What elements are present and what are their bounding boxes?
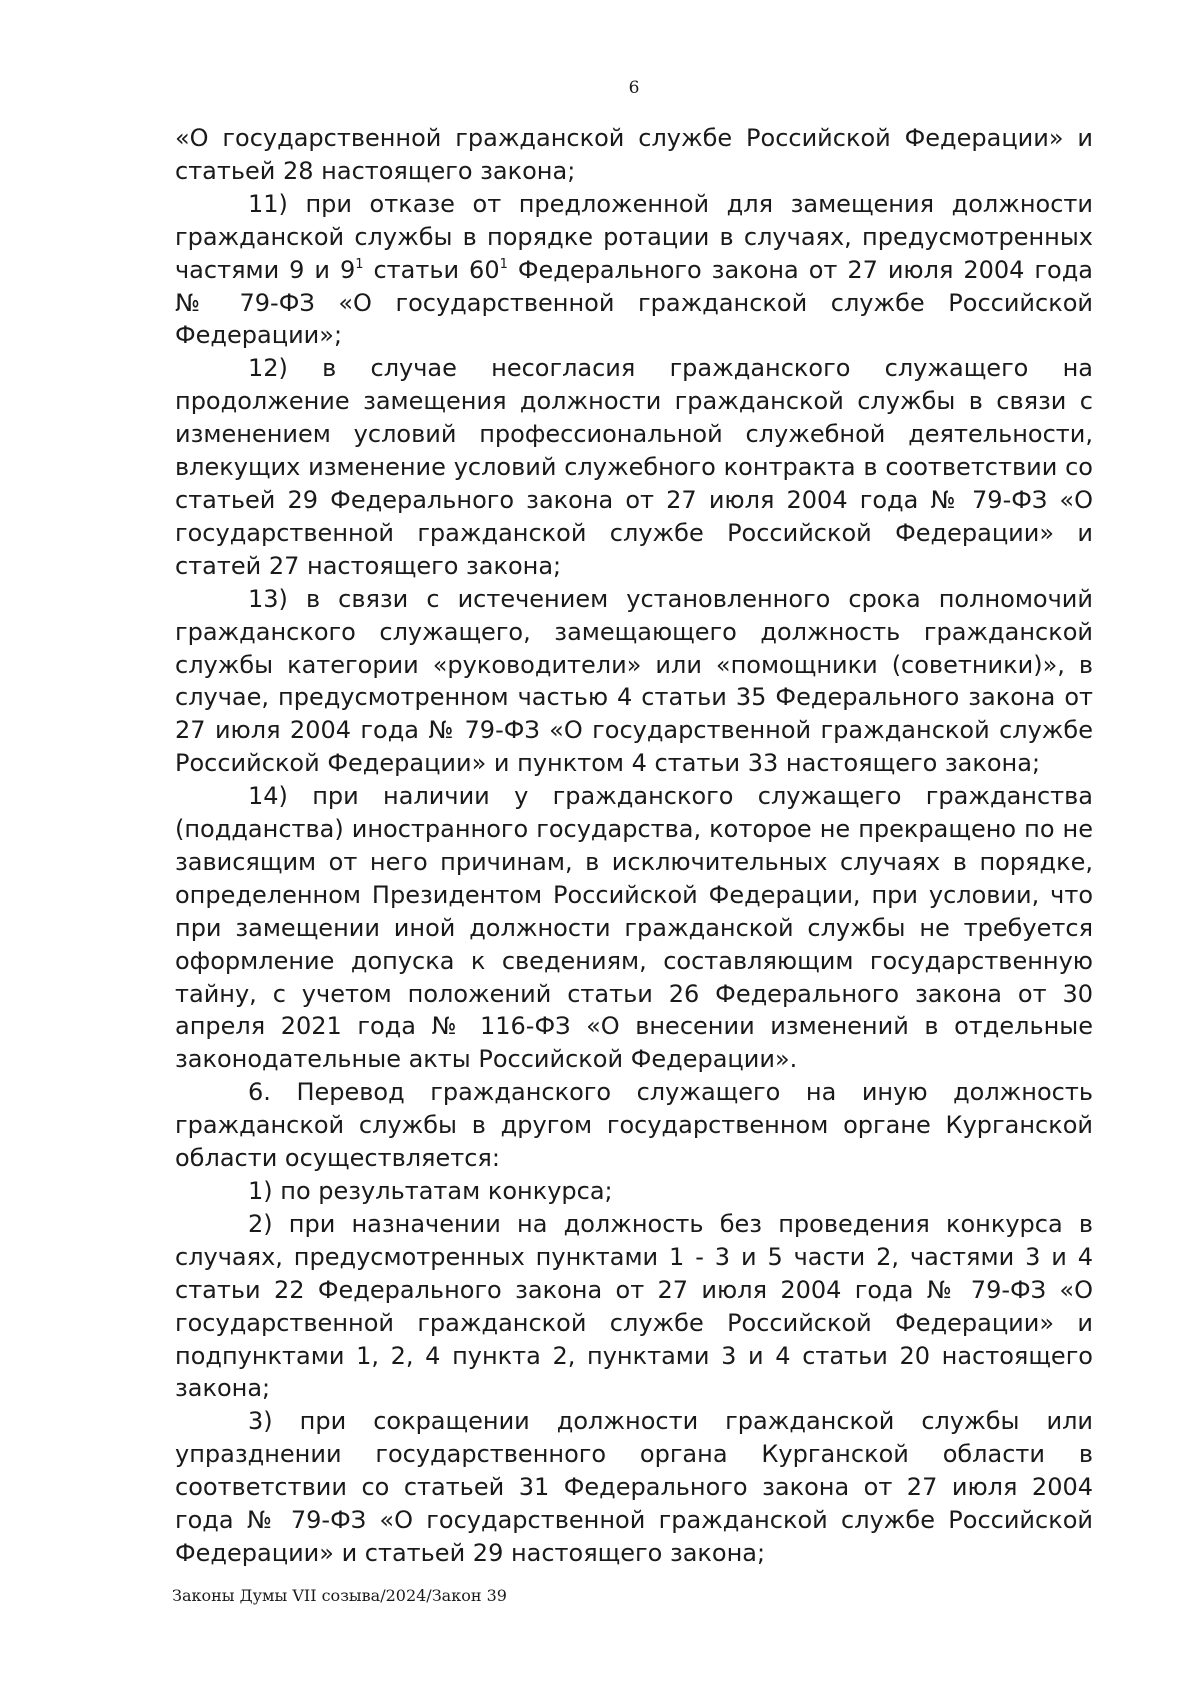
section-6: 6. Перевод гражданского служащего на иную должность гражданской службы в другом государственном органе Курганской области осуществляется: — [175, 1078, 1093, 1173]
list-item-12: 12) в случае несогласия гражданского служащего на продолжение замещения должности гражданской службы в связи с изменением условий профессиональной служебной деятельности, влекущих изменение условий служебного контракта в соответствии со статьей 29 Федерального закона от 27 июля 2004 года № 79-ФЗ «О государственной гражданской службе Российской Федерации» и статей 27 настоящего закона; — [175, 354, 1093, 580]
list-item-14: 14) при наличии у гражданского служащего гражданства (подданства) иностранного государства, которое не прекращено по не зависящим от него причинам, в исключительных случаях в порядке, определенном Президентом Российской Федерации, при условии, что при замещении иной должности гражданской службы не требуется оформление допуска к сведениям, составляющим государственную тайну, с учетом положений статьи 26 Федерального закона от 30 апреля 2021 года № 116-ФЗ «О внесении изменений в отдельные законодательные акты Российской Федерации». — [175, 782, 1093, 1074]
section-6-item-1: 1) по результатам конкурса; — [248, 1177, 613, 1205]
list-item-11-text-c: Федерального закона от 27 июля 2004 года № 79-ФЗ «О государственной гражданской службе Российской Федерации»; — [175, 255, 1093, 350]
section-6-item-2: 2) при назначении на должность без проведения конкурса в случаях, предусмотренных пунктами 1 - 3 и 5 части 2, частями 3 и 4 статьи 22 Федерального закона от 27 июля 2004 года № 79-ФЗ «О государственной гражданской службе Российской Федерации» и подпунктами 1, 2, 4 пункта 2, пунктами 3 и 4 статьи 20 настоящего закона; — [175, 1209, 1093, 1403]
superscript-2: 1 — [499, 256, 508, 272]
document-body — [175, 122, 1093, 1570]
list-item-13: 13) в связи с истечением установленного срока полномочий гражданского служащего, замещающего должность гражданской службы категории «руководители» или «помощники (советники)», в случае, предусмотренном частью 4 статьи 35 Федерального закона от 27 июля 2004 года № 79-ФЗ «О государственной гражданской службе Российской Федерации» и пунктом 4 статьи 33 настоящего закона; — [175, 584, 1093, 778]
document-footer: Законы Думы VII созыва/2024/Закон 39 — [172, 1586, 507, 1605]
page-number: 6 — [628, 78, 640, 98]
list-item-11-text-a: 11) при отказе от предложенной для замещения должности гражданской службы в порядке ротации в случаях, предусмотренных частями 9 и 9 — [175, 189, 1093, 284]
list-item-11 — [175, 188, 1093, 353]
list-item-11-text-b: статьи 60 — [363, 255, 500, 284]
superscript-1: 1 — [355, 256, 364, 272]
section-6-item-3: 3) при сокращении должности гражданской службы или упразднении государственного органа Курганской области в соответствии со статьей 31 Федерального закона от 27 июля 2004 года № 79-ФЗ «О государственной гражданской службе Российской Федерации» и статьей 29 настоящего закона; — [175, 1407, 1093, 1567]
paragraph-continuation: «О государственной гражданской службе Российской Федерации» и статьей 28 настоящего закона; — [175, 124, 1093, 185]
